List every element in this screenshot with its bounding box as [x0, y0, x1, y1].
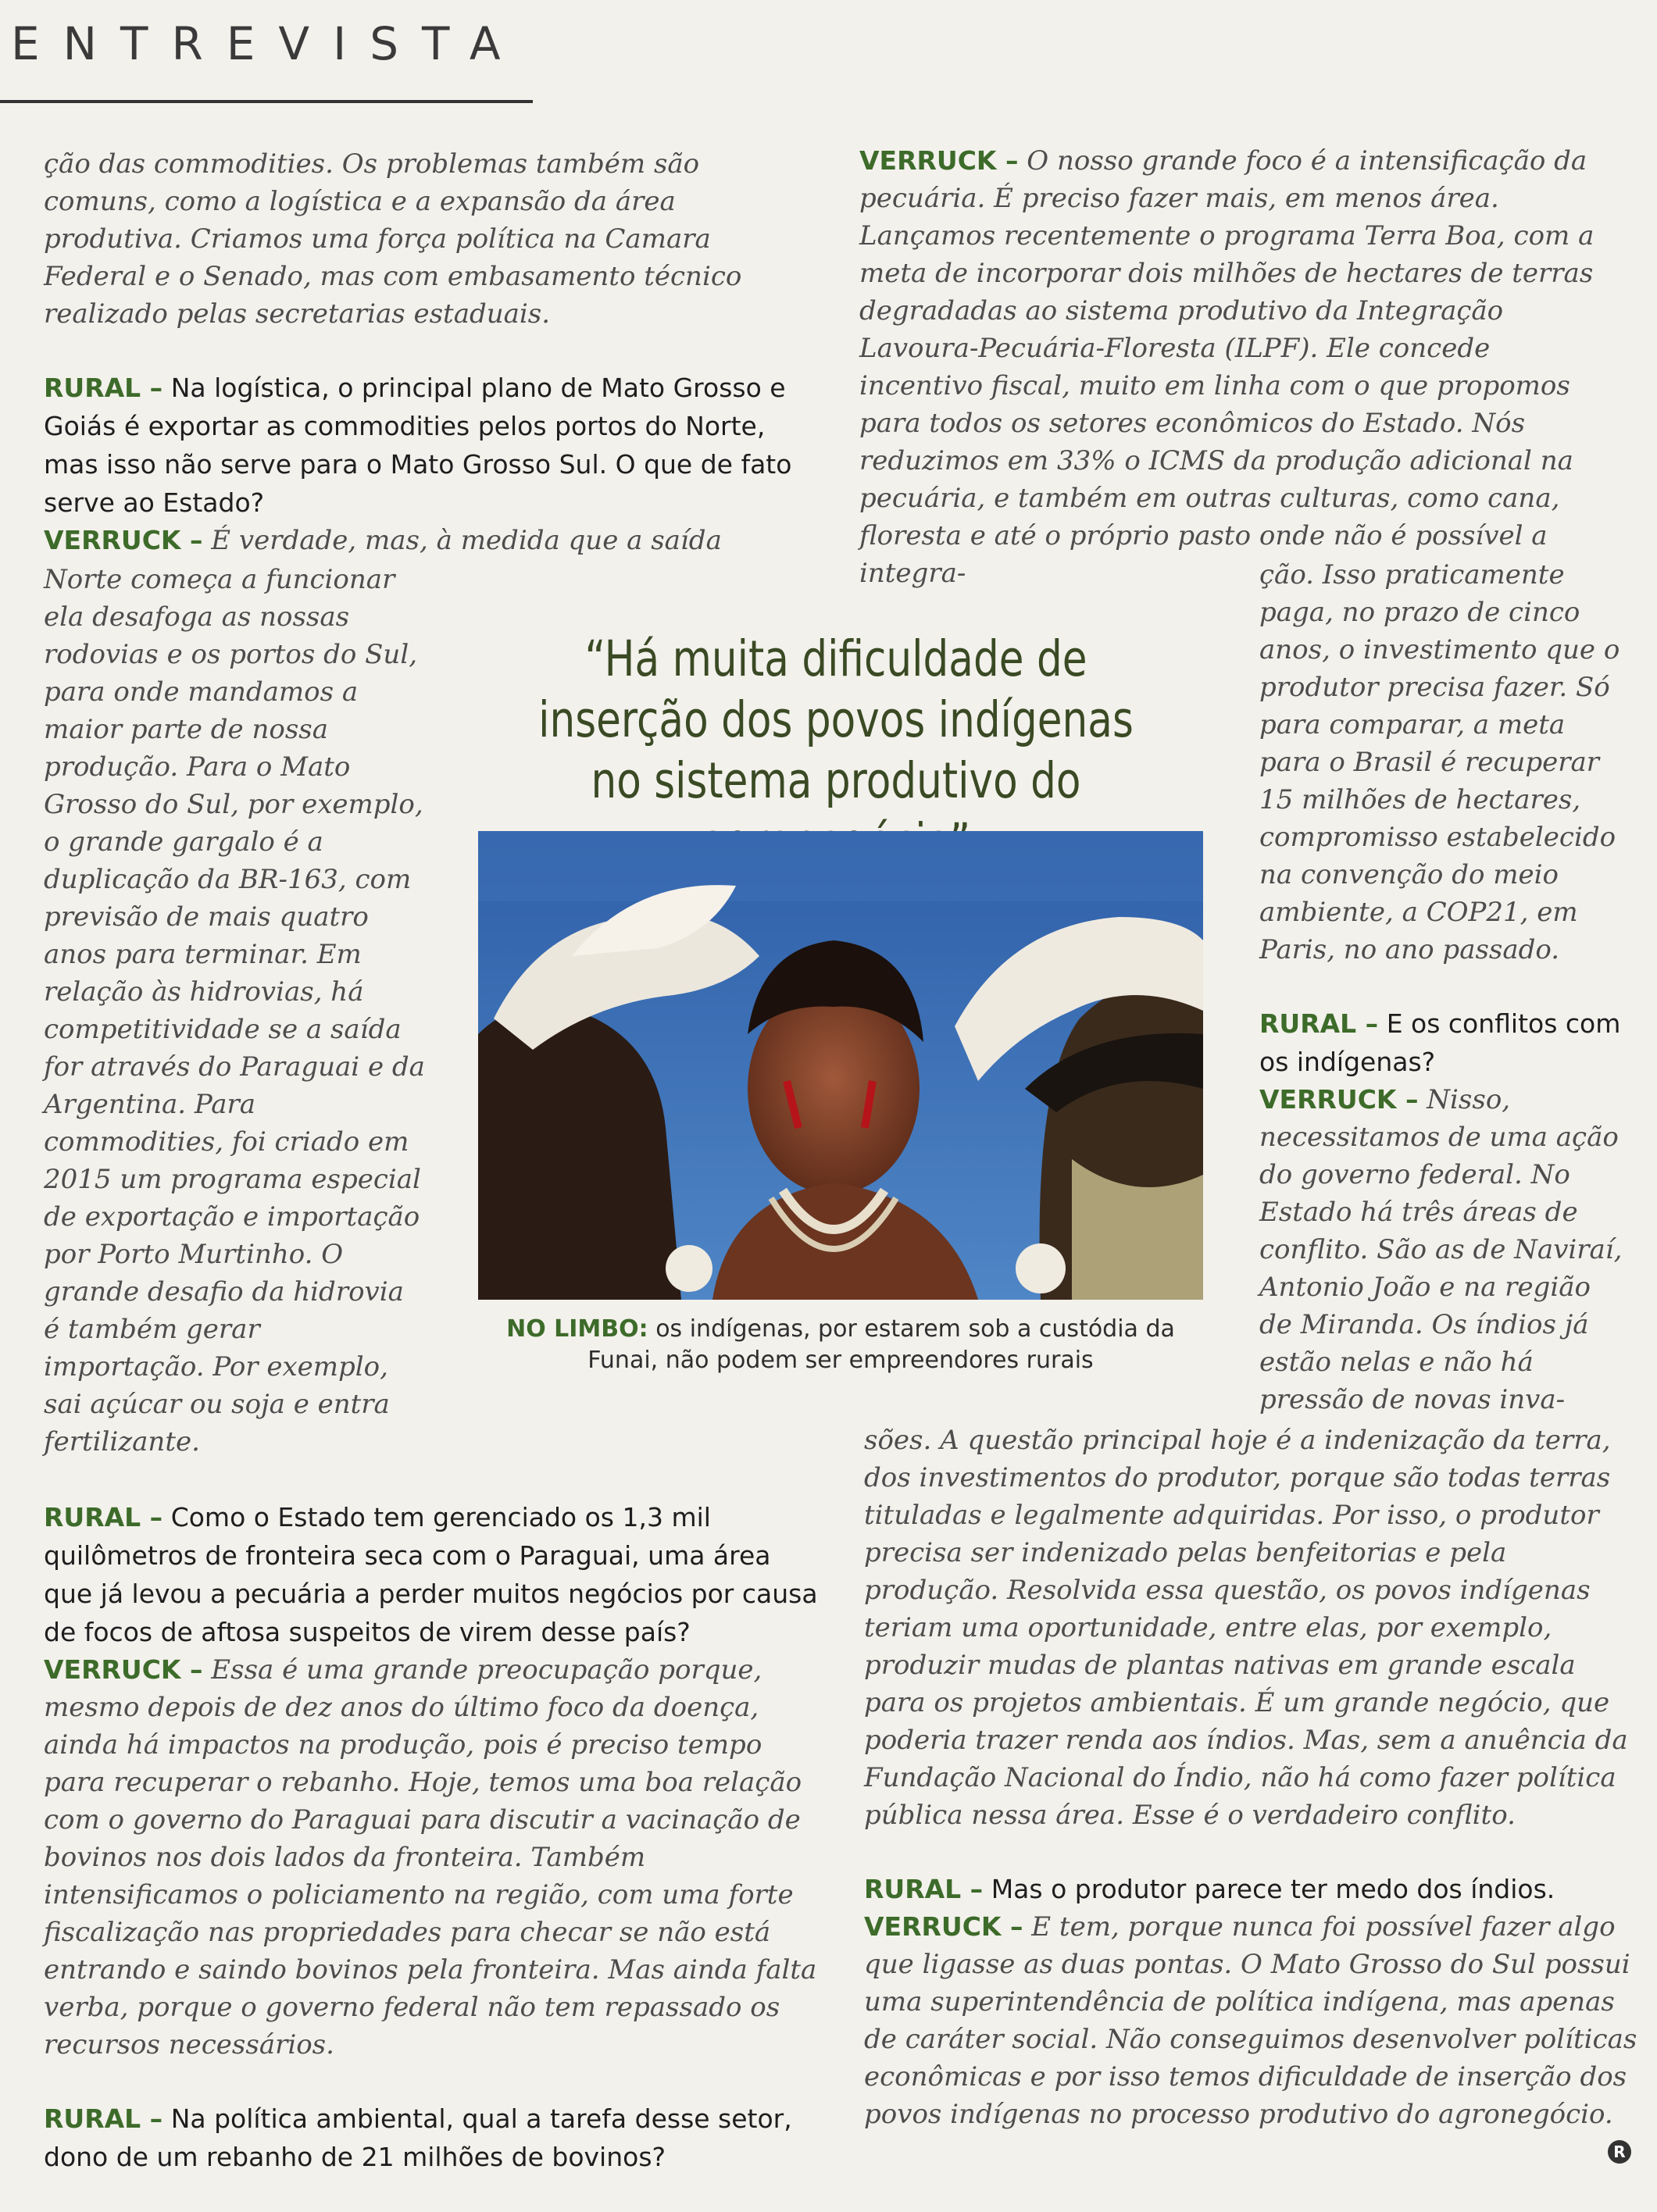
- answer-text: sões. A questão principal hoje é a indenização da terra, dos investimentos do produtor, porque são todas terras tituladas e legalmente adquiridas. Por isso, o produtor precisa ser indenizado pelas benfeitorias e pela produção. Resolvida essa questão, os povos indígenas teriam uma oportunidade, entre elas, por exemplo, produzir mudas de plantas nativas em grande escala para os projetos ambientais. É um grande negócio, que poderia trazer renda aos índios. Mas, sem a anuência da Fundação Nacional do Índio, não há como fazer política pública nessa área. Esse é o verdadeiro conflito.: [864, 1425, 1628, 1831]
- caption-text: os indígenas, por estarem sob a custódia da Funai, não podem ser empreendores rurais: [587, 1315, 1175, 1374]
- answer-text: É verdade, mas, à medida que a saída: [211, 525, 722, 556]
- rural-label: RURAL –: [44, 1502, 163, 1532]
- answer-text: Nisso, necessitamos de uma ação do governo federal. No Estado há três áreas de conflito. São as de Naviraí, Antonio João e na região de Miranda. Os índios já estão nelas e não há pressão de novas inva-: [1259, 1084, 1623, 1415]
- verruck-label: VERRUCK –: [44, 1654, 203, 1685]
- rural-label: RURAL –: [864, 1874, 984, 1904]
- col-b-top: [859, 142, 1609, 592]
- section-title: ENTREVISTA: [11, 17, 524, 70]
- col-a-narrow: [44, 561, 427, 1461]
- question-text: E os conflitos com os indígenas?: [1259, 1008, 1621, 1077]
- answer-text: ção. Isso praticamente paga, no prazo de cinco anos, o investimento que o produtor precisa fazer. Só para comparar, a meta para o Brasil é recuperar 15 milhões de hectares, compromisso estabelecido na convenção do meio ambiente, a COP21, em Paris, no ano passado.: [1259, 559, 1620, 965]
- photo-indigenous-people: [478, 831, 1203, 1300]
- photo-caption: [478, 1314, 1203, 1376]
- verruck-label: VERRUCK –: [44, 525, 203, 555]
- verruck-label: VERRUCK –: [1259, 1084, 1419, 1115]
- question-text: Mas o produtor parece ter medo dos índios.: [991, 1874, 1555, 1904]
- question-text: Como o Estado tem gerenciado os 1,3 mil quilômetros de fronteira seca com o Paraguai, uma área que já levou a pecuária a perder muitos negócios por causa de focos de aftosa suspeitos de virem desse país?: [44, 1502, 818, 1647]
- col-a-top: [44, 145, 809, 559]
- question: [864, 1870, 1637, 1908]
- question-text: Na política ambiental, qual a tarefa desse setor, dono de um rebanho de 21 milhões de bovinos?: [44, 2103, 792, 2172]
- answer-text: O nosso grande foco é a intensificação da pecuária. É preciso fazer mais, em menos área. Lançamos recentemente o programa Terra Boa, com a meta de incorporar dois milhões de hectares de terras degradadas ao sistema produtivo da Integração Lavoura-Pecuária-Floresta (ILPF). Ele concede incentivo fiscal, muito em linha com o que propomos para todos os setores econômicos do Estado. Nós reduzimos em 33% o ICMS da produção adicional na pecuária, e também em outras culturas, como cana, floresta e até o próprio pasto onde não é possível a integra-: [859, 145, 1595, 589]
- rural-label: RURAL –: [44, 373, 163, 403]
- question: [44, 1498, 825, 1651]
- rural-label: RURAL –: [1259, 1008, 1379, 1039]
- question: [1259, 1004, 1627, 1081]
- verruck-label: VERRUCK –: [864, 1911, 1023, 1942]
- section-rule: [0, 100, 533, 103]
- col-a-bottom: [44, 1498, 825, 2176]
- answer-first-line: [44, 522, 809, 559]
- question-text: Na logística, o principal plano de Mato Grosso e Goiás é exportar as commodities pelos portos do Norte, mas isso não serve para o Mato Grosso Sul. O que de fato serve ao Estado?: [44, 373, 792, 518]
- paragraph: ção das commodities. Os problemas também são comuns, como a logística e a expansão da área produtiva. Criamos uma força política na Camara Federal e o Senado, mas com embasamento técnico realizado pelas secretarias estaduais.: [44, 148, 742, 330]
- answer: [1259, 1081, 1627, 1418]
- end-mark-icon: R: [1608, 2140, 1631, 2164]
- verruck-label: VERRUCK –: [859, 145, 1019, 176]
- answer: [44, 1651, 825, 2064]
- answer-text: E tem, porque nunca foi possível fazer algo que ligasse as duas pontas. O Mato Grosso do Sul possui uma superintendência de política indígena, mas apenas de caráter social. Não conseguimos desenvolver políticas econômicas e por isso temos dificuldade de inserção dos povos indígenas no processo produtivo do agronegócio.: [864, 1911, 1637, 2130]
- pull-quote: “Há muita dificuldade de inserção dos povos indígenas no sistema produtivo do: [538, 630, 1134, 809]
- question: [44, 2100, 825, 2176]
- col-b-narrow: [1259, 556, 1627, 1418]
- answer-text: Essa é uma grande preocupação porque, mesmo depois de dez anos do último foco da doença, ainda há impactos na produção, pois é preciso tempo para recuperar o rebanho. Hoje, temos uma boa relação com o governo do Paraguai para discutir a vacinação de bovinos nos dois lados da fronteira. Também intensificamos o policiamento na região, com uma forte fiscalização nas propriedades para checar se não está entrando e saindo bovinos pela fronteira. Mas ainda falta verba, porque o governo federal não tem repassado os recursos necessários.: [44, 1654, 817, 2060]
- answer: [859, 142, 1609, 592]
- col-b-bottom: [864, 1422, 1637, 2133]
- answer-text: Norte começa a funcionar ela desafoga as nossas rodovias e os portos do Sul, para onde mandamos a maior parte de nossa produção. Para o Mato Grosso do Sul, por exemplo, o grande gargalo é a duplicação da BR-163, com previsão de mais quatro anos para terminar. Em relação às hidrovias, há competitividade se a saída for através do Paraguai e da Argentina. Para commodities, foi criado em 2015 um programa especial de exportação e importação por Porto Murtinho. O grande desafio da hidrovia é também gerar importação. Por exemplo, sai açúcar ou soja e entra fertilizante.: [44, 564, 425, 1457]
- answer: [864, 1908, 1637, 2133]
- question: [44, 369, 809, 522]
- rural-label: RURAL –: [44, 2103, 163, 2134]
- caption-label: NO LIMBO:: [506, 1315, 648, 1343]
